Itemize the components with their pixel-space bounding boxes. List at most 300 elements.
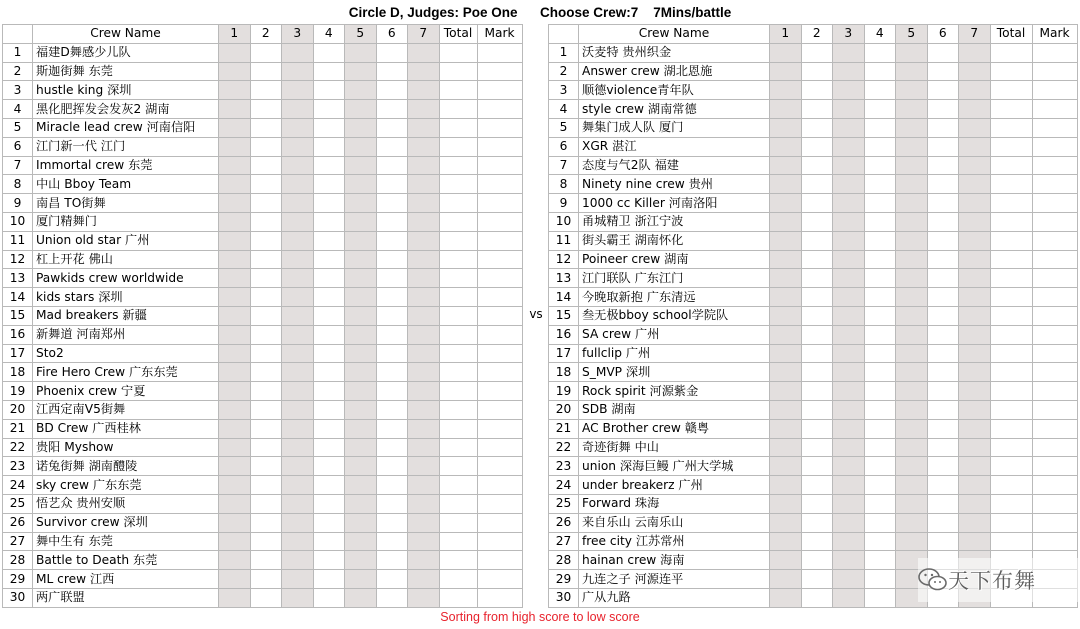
score-cell-round-7[interactable] xyxy=(408,457,440,476)
score-cell-round-6[interactable] xyxy=(376,250,408,269)
score-cell-round-2[interactable] xyxy=(250,382,282,401)
score-cell-round-7[interactable] xyxy=(408,438,440,457)
score-cell-round-1[interactable] xyxy=(219,100,251,119)
score-cell-round-3[interactable] xyxy=(833,194,865,213)
score-cell-round-2[interactable] xyxy=(801,551,833,570)
mark-cell[interactable] xyxy=(477,344,522,363)
score-cell-round-6[interactable] xyxy=(927,288,959,307)
total-cell[interactable] xyxy=(990,438,1032,457)
score-cell-round-1[interactable] xyxy=(219,570,251,589)
score-cell-round-3[interactable] xyxy=(833,551,865,570)
score-cell-round-5[interactable] xyxy=(345,513,377,532)
score-cell-round-4[interactable] xyxy=(313,438,345,457)
score-cell-round-5[interactable] xyxy=(896,532,928,551)
score-cell-round-7[interactable] xyxy=(408,494,440,513)
score-cell-round-5[interactable] xyxy=(345,288,377,307)
score-cell-round-6[interactable] xyxy=(376,137,408,156)
score-cell-round-4[interactable] xyxy=(864,288,896,307)
total-cell[interactable] xyxy=(990,457,1032,476)
score-cell-round-5[interactable] xyxy=(345,231,377,250)
score-cell-round-1[interactable] xyxy=(219,231,251,250)
score-cell-round-2[interactable] xyxy=(250,156,282,175)
score-cell-round-2[interactable] xyxy=(250,588,282,607)
score-cell-round-1[interactable] xyxy=(770,494,802,513)
score-cell-round-2[interactable] xyxy=(801,325,833,344)
score-cell-round-3[interactable] xyxy=(282,551,314,570)
mark-cell[interactable] xyxy=(477,250,522,269)
score-cell-round-7[interactable] xyxy=(408,175,440,194)
mark-cell[interactable] xyxy=(477,400,522,419)
total-cell[interactable] xyxy=(990,194,1032,213)
mark-cell[interactable] xyxy=(477,62,522,81)
score-cell-round-3[interactable] xyxy=(833,363,865,382)
score-cell-round-3[interactable] xyxy=(282,137,314,156)
score-cell-round-7[interactable] xyxy=(408,100,440,119)
score-cell-round-4[interactable] xyxy=(313,250,345,269)
score-cell-round-1[interactable] xyxy=(770,231,802,250)
score-cell-round-1[interactable] xyxy=(770,212,802,231)
total-cell[interactable] xyxy=(990,62,1032,81)
mark-cell[interactable] xyxy=(477,363,522,382)
score-cell-round-4[interactable] xyxy=(313,81,345,100)
score-cell-round-2[interactable] xyxy=(801,288,833,307)
score-cell-round-2[interactable] xyxy=(801,250,833,269)
score-cell-round-5[interactable] xyxy=(896,137,928,156)
score-cell-round-7[interactable] xyxy=(959,250,991,269)
score-cell-round-4[interactable] xyxy=(313,344,345,363)
total-cell[interactable] xyxy=(439,175,477,194)
score-cell-round-4[interactable] xyxy=(313,325,345,344)
score-cell-round-1[interactable] xyxy=(219,175,251,194)
score-cell-round-3[interactable] xyxy=(282,212,314,231)
total-cell[interactable] xyxy=(439,400,477,419)
score-cell-round-5[interactable] xyxy=(896,194,928,213)
score-cell-round-4[interactable] xyxy=(313,43,345,62)
score-cell-round-7[interactable] xyxy=(408,344,440,363)
score-cell-round-6[interactable] xyxy=(376,438,408,457)
score-cell-round-3[interactable] xyxy=(282,532,314,551)
score-cell-round-4[interactable] xyxy=(864,363,896,382)
score-cell-round-6[interactable] xyxy=(376,156,408,175)
score-cell-round-2[interactable] xyxy=(250,137,282,156)
score-cell-round-5[interactable] xyxy=(896,250,928,269)
mark-cell[interactable] xyxy=(477,494,522,513)
score-cell-round-2[interactable] xyxy=(250,269,282,288)
score-cell-round-7[interactable] xyxy=(408,363,440,382)
mark-cell[interactable] xyxy=(1032,231,1077,250)
score-cell-round-3[interactable] xyxy=(282,419,314,438)
score-cell-round-6[interactable] xyxy=(376,476,408,495)
score-cell-round-3[interactable] xyxy=(833,231,865,250)
score-cell-round-6[interactable] xyxy=(376,419,408,438)
score-cell-round-7[interactable] xyxy=(408,419,440,438)
score-cell-round-5[interactable] xyxy=(896,288,928,307)
total-cell[interactable] xyxy=(990,269,1032,288)
total-cell[interactable] xyxy=(439,118,477,137)
score-cell-round-2[interactable] xyxy=(250,325,282,344)
score-cell-round-4[interactable] xyxy=(864,194,896,213)
score-cell-round-2[interactable] xyxy=(250,494,282,513)
mark-cell[interactable] xyxy=(1032,62,1077,81)
total-cell[interactable] xyxy=(990,382,1032,401)
score-cell-round-5[interactable] xyxy=(896,62,928,81)
mark-cell[interactable] xyxy=(1032,269,1077,288)
score-cell-round-4[interactable] xyxy=(313,118,345,137)
score-cell-round-1[interactable] xyxy=(770,137,802,156)
score-cell-round-4[interactable] xyxy=(864,551,896,570)
score-cell-round-7[interactable] xyxy=(408,43,440,62)
score-cell-round-6[interactable] xyxy=(927,250,959,269)
score-cell-round-2[interactable] xyxy=(801,137,833,156)
score-cell-round-1[interactable] xyxy=(219,551,251,570)
total-cell[interactable] xyxy=(439,325,477,344)
score-cell-round-4[interactable] xyxy=(313,588,345,607)
total-cell[interactable] xyxy=(439,588,477,607)
score-cell-round-5[interactable] xyxy=(345,532,377,551)
total-cell[interactable] xyxy=(990,137,1032,156)
score-cell-round-4[interactable] xyxy=(313,551,345,570)
score-cell-round-7[interactable] xyxy=(959,118,991,137)
score-cell-round-7[interactable] xyxy=(408,81,440,100)
mark-cell[interactable] xyxy=(477,43,522,62)
score-cell-round-1[interactable] xyxy=(770,250,802,269)
score-cell-round-3[interactable] xyxy=(833,100,865,119)
score-cell-round-7[interactable] xyxy=(959,325,991,344)
score-cell-round-4[interactable] xyxy=(864,400,896,419)
score-cell-round-1[interactable] xyxy=(219,156,251,175)
score-cell-round-2[interactable] xyxy=(801,419,833,438)
mark-cell[interactable] xyxy=(477,212,522,231)
score-cell-round-6[interactable] xyxy=(927,513,959,532)
score-cell-round-6[interactable] xyxy=(927,419,959,438)
score-cell-round-2[interactable] xyxy=(801,570,833,589)
total-cell[interactable] xyxy=(439,363,477,382)
score-cell-round-1[interactable] xyxy=(219,419,251,438)
score-cell-round-1[interactable] xyxy=(770,363,802,382)
score-cell-round-6[interactable] xyxy=(927,400,959,419)
score-cell-round-5[interactable] xyxy=(345,419,377,438)
mark-cell[interactable] xyxy=(1032,438,1077,457)
score-cell-round-6[interactable] xyxy=(927,457,959,476)
score-cell-round-3[interactable] xyxy=(282,118,314,137)
score-cell-round-5[interactable] xyxy=(345,194,377,213)
total-cell[interactable] xyxy=(990,250,1032,269)
mark-cell[interactable] xyxy=(477,156,522,175)
score-cell-round-5[interactable] xyxy=(345,43,377,62)
score-cell-round-2[interactable] xyxy=(801,81,833,100)
score-cell-round-1[interactable] xyxy=(770,62,802,81)
score-cell-round-1[interactable] xyxy=(770,306,802,325)
score-cell-round-7[interactable] xyxy=(408,382,440,401)
score-cell-round-1[interactable] xyxy=(219,513,251,532)
score-cell-round-1[interactable] xyxy=(219,476,251,495)
score-cell-round-6[interactable] xyxy=(376,325,408,344)
score-cell-round-3[interactable] xyxy=(833,419,865,438)
score-cell-round-5[interactable] xyxy=(345,175,377,194)
score-cell-round-2[interactable] xyxy=(801,457,833,476)
mark-cell[interactable] xyxy=(1032,476,1077,495)
score-cell-round-2[interactable] xyxy=(250,194,282,213)
score-cell-round-4[interactable] xyxy=(313,231,345,250)
score-cell-round-4[interactable] xyxy=(313,269,345,288)
score-cell-round-3[interactable] xyxy=(833,81,865,100)
score-cell-round-2[interactable] xyxy=(250,250,282,269)
score-cell-round-4[interactable] xyxy=(313,570,345,589)
score-cell-round-5[interactable] xyxy=(896,231,928,250)
mark-cell[interactable] xyxy=(477,438,522,457)
score-cell-round-2[interactable] xyxy=(801,212,833,231)
score-cell-round-1[interactable] xyxy=(770,570,802,589)
mark-cell[interactable] xyxy=(477,382,522,401)
score-cell-round-4[interactable] xyxy=(864,325,896,344)
score-cell-round-7[interactable] xyxy=(408,551,440,570)
score-cell-round-7[interactable] xyxy=(959,419,991,438)
score-cell-round-1[interactable] xyxy=(770,476,802,495)
score-cell-round-3[interactable] xyxy=(833,156,865,175)
score-cell-round-6[interactable] xyxy=(927,175,959,194)
mark-cell[interactable] xyxy=(477,419,522,438)
score-cell-round-2[interactable] xyxy=(801,194,833,213)
score-cell-round-5[interactable] xyxy=(896,363,928,382)
total-cell[interactable] xyxy=(439,306,477,325)
score-cell-round-3[interactable] xyxy=(833,250,865,269)
score-cell-round-4[interactable] xyxy=(864,250,896,269)
score-cell-round-1[interactable] xyxy=(770,532,802,551)
score-cell-round-3[interactable] xyxy=(833,306,865,325)
total-cell[interactable] xyxy=(439,269,477,288)
score-cell-round-3[interactable] xyxy=(833,570,865,589)
score-cell-round-1[interactable] xyxy=(219,438,251,457)
score-cell-round-6[interactable] xyxy=(927,344,959,363)
mark-cell[interactable] xyxy=(477,513,522,532)
score-cell-round-3[interactable] xyxy=(833,494,865,513)
score-cell-round-7[interactable] xyxy=(408,212,440,231)
mark-cell[interactable] xyxy=(477,175,522,194)
score-cell-round-4[interactable] xyxy=(864,62,896,81)
total-cell[interactable] xyxy=(439,382,477,401)
score-cell-round-4[interactable] xyxy=(313,400,345,419)
score-cell-round-5[interactable] xyxy=(345,100,377,119)
total-cell[interactable] xyxy=(990,231,1032,250)
score-cell-round-6[interactable] xyxy=(376,588,408,607)
mark-cell[interactable] xyxy=(1032,325,1077,344)
score-cell-round-6[interactable] xyxy=(376,570,408,589)
score-cell-round-1[interactable] xyxy=(219,588,251,607)
score-cell-round-4[interactable] xyxy=(313,288,345,307)
score-cell-round-6[interactable] xyxy=(376,532,408,551)
mark-cell[interactable] xyxy=(1032,250,1077,269)
score-cell-round-7[interactable] xyxy=(959,100,991,119)
score-cell-round-3[interactable] xyxy=(282,494,314,513)
score-cell-round-6[interactable] xyxy=(376,306,408,325)
score-cell-round-4[interactable] xyxy=(313,175,345,194)
score-cell-round-5[interactable] xyxy=(345,363,377,382)
total-cell[interactable] xyxy=(990,156,1032,175)
score-cell-round-2[interactable] xyxy=(801,532,833,551)
total-cell[interactable] xyxy=(990,400,1032,419)
score-cell-round-2[interactable] xyxy=(250,81,282,100)
score-cell-round-1[interactable] xyxy=(770,419,802,438)
total-cell[interactable] xyxy=(990,513,1032,532)
score-cell-round-1[interactable] xyxy=(770,513,802,532)
score-cell-round-6[interactable] xyxy=(376,62,408,81)
score-cell-round-3[interactable] xyxy=(833,269,865,288)
score-cell-round-3[interactable] xyxy=(282,43,314,62)
score-cell-round-4[interactable] xyxy=(313,494,345,513)
score-cell-round-1[interactable] xyxy=(770,344,802,363)
score-cell-round-4[interactable] xyxy=(864,438,896,457)
score-cell-round-4[interactable] xyxy=(864,344,896,363)
score-cell-round-6[interactable] xyxy=(376,382,408,401)
score-cell-round-5[interactable] xyxy=(896,513,928,532)
mark-cell[interactable] xyxy=(1032,212,1077,231)
score-cell-round-2[interactable] xyxy=(250,62,282,81)
score-cell-round-1[interactable] xyxy=(770,325,802,344)
score-cell-round-4[interactable] xyxy=(864,43,896,62)
mark-cell[interactable] xyxy=(1032,118,1077,137)
score-cell-round-2[interactable] xyxy=(250,400,282,419)
score-cell-round-4[interactable] xyxy=(864,419,896,438)
score-cell-round-3[interactable] xyxy=(282,231,314,250)
score-cell-round-5[interactable] xyxy=(896,494,928,513)
score-cell-round-6[interactable] xyxy=(376,81,408,100)
score-cell-round-2[interactable] xyxy=(250,118,282,137)
score-cell-round-7[interactable] xyxy=(408,400,440,419)
score-cell-round-4[interactable] xyxy=(864,231,896,250)
score-cell-round-4[interactable] xyxy=(864,137,896,156)
score-cell-round-5[interactable] xyxy=(896,457,928,476)
score-cell-round-2[interactable] xyxy=(250,419,282,438)
score-cell-round-6[interactable] xyxy=(927,43,959,62)
score-cell-round-2[interactable] xyxy=(801,363,833,382)
total-cell[interactable] xyxy=(990,288,1032,307)
mark-cell[interactable] xyxy=(477,588,522,607)
score-cell-round-1[interactable] xyxy=(770,269,802,288)
score-cell-round-3[interactable] xyxy=(833,288,865,307)
score-cell-round-5[interactable] xyxy=(896,81,928,100)
total-cell[interactable] xyxy=(439,476,477,495)
score-cell-round-2[interactable] xyxy=(250,306,282,325)
score-cell-round-2[interactable] xyxy=(801,100,833,119)
score-cell-round-1[interactable] xyxy=(770,400,802,419)
score-cell-round-1[interactable] xyxy=(219,382,251,401)
total-cell[interactable] xyxy=(439,137,477,156)
score-cell-round-6[interactable] xyxy=(927,438,959,457)
score-cell-round-3[interactable] xyxy=(282,400,314,419)
score-cell-round-1[interactable] xyxy=(219,325,251,344)
total-cell[interactable] xyxy=(439,194,477,213)
total-cell[interactable] xyxy=(439,212,477,231)
score-cell-round-3[interactable] xyxy=(282,175,314,194)
score-cell-round-6[interactable] xyxy=(927,476,959,495)
score-cell-round-2[interactable] xyxy=(801,382,833,401)
score-cell-round-1[interactable] xyxy=(219,118,251,137)
score-cell-round-2[interactable] xyxy=(250,288,282,307)
score-cell-round-1[interactable] xyxy=(770,288,802,307)
score-cell-round-5[interactable] xyxy=(345,156,377,175)
score-cell-round-3[interactable] xyxy=(833,175,865,194)
score-cell-round-4[interactable] xyxy=(864,457,896,476)
total-cell[interactable] xyxy=(439,231,477,250)
score-cell-round-6[interactable] xyxy=(376,494,408,513)
score-cell-round-2[interactable] xyxy=(250,438,282,457)
score-cell-round-7[interactable] xyxy=(959,344,991,363)
score-cell-round-4[interactable] xyxy=(864,269,896,288)
mark-cell[interactable] xyxy=(1032,137,1077,156)
score-cell-round-2[interactable] xyxy=(801,62,833,81)
score-cell-round-4[interactable] xyxy=(864,476,896,495)
mark-cell[interactable] xyxy=(477,288,522,307)
score-cell-round-4[interactable] xyxy=(864,212,896,231)
score-cell-round-4[interactable] xyxy=(864,100,896,119)
score-cell-round-3[interactable] xyxy=(833,382,865,401)
score-cell-round-7[interactable] xyxy=(408,156,440,175)
score-cell-round-4[interactable] xyxy=(313,382,345,401)
score-cell-round-7[interactable] xyxy=(408,231,440,250)
score-cell-round-5[interactable] xyxy=(896,400,928,419)
score-cell-round-7[interactable] xyxy=(959,532,991,551)
score-cell-round-5[interactable] xyxy=(896,325,928,344)
total-cell[interactable] xyxy=(439,438,477,457)
score-cell-round-3[interactable] xyxy=(282,382,314,401)
mark-cell[interactable] xyxy=(1032,344,1077,363)
score-cell-round-5[interactable] xyxy=(345,588,377,607)
score-cell-round-7[interactable] xyxy=(959,457,991,476)
score-cell-round-2[interactable] xyxy=(801,513,833,532)
score-cell-round-6[interactable] xyxy=(376,551,408,570)
mark-cell[interactable] xyxy=(477,476,522,495)
score-cell-round-3[interactable] xyxy=(282,438,314,457)
score-cell-round-7[interactable] xyxy=(959,382,991,401)
mark-cell[interactable] xyxy=(477,194,522,213)
total-cell[interactable] xyxy=(990,476,1032,495)
mark-cell[interactable] xyxy=(1032,513,1077,532)
score-cell-round-7[interactable] xyxy=(959,306,991,325)
mark-cell[interactable] xyxy=(1032,81,1077,100)
total-cell[interactable] xyxy=(439,551,477,570)
score-cell-round-6[interactable] xyxy=(927,100,959,119)
score-cell-round-4[interactable] xyxy=(313,212,345,231)
score-cell-round-4[interactable] xyxy=(864,494,896,513)
score-cell-round-5[interactable] xyxy=(345,476,377,495)
mark-cell[interactable] xyxy=(477,269,522,288)
total-cell[interactable] xyxy=(990,212,1032,231)
score-cell-round-6[interactable] xyxy=(927,269,959,288)
mark-cell[interactable] xyxy=(477,570,522,589)
score-cell-round-4[interactable] xyxy=(864,513,896,532)
score-cell-round-1[interactable] xyxy=(770,118,802,137)
score-cell-round-4[interactable] xyxy=(864,588,896,607)
score-cell-round-6[interactable] xyxy=(376,400,408,419)
score-cell-round-1[interactable] xyxy=(219,457,251,476)
total-cell[interactable] xyxy=(439,513,477,532)
score-cell-round-4[interactable] xyxy=(313,532,345,551)
score-cell-round-3[interactable] xyxy=(282,570,314,589)
score-cell-round-2[interactable] xyxy=(801,438,833,457)
score-cell-round-7[interactable] xyxy=(408,588,440,607)
total-cell[interactable] xyxy=(439,570,477,589)
score-cell-round-7[interactable] xyxy=(959,400,991,419)
total-cell[interactable] xyxy=(990,81,1032,100)
score-cell-round-3[interactable] xyxy=(282,306,314,325)
score-cell-round-3[interactable] xyxy=(833,43,865,62)
score-cell-round-3[interactable] xyxy=(833,137,865,156)
score-cell-round-4[interactable] xyxy=(313,62,345,81)
score-cell-round-6[interactable] xyxy=(927,325,959,344)
mark-cell[interactable] xyxy=(1032,363,1077,382)
score-cell-round-2[interactable] xyxy=(250,532,282,551)
score-cell-round-2[interactable] xyxy=(250,513,282,532)
